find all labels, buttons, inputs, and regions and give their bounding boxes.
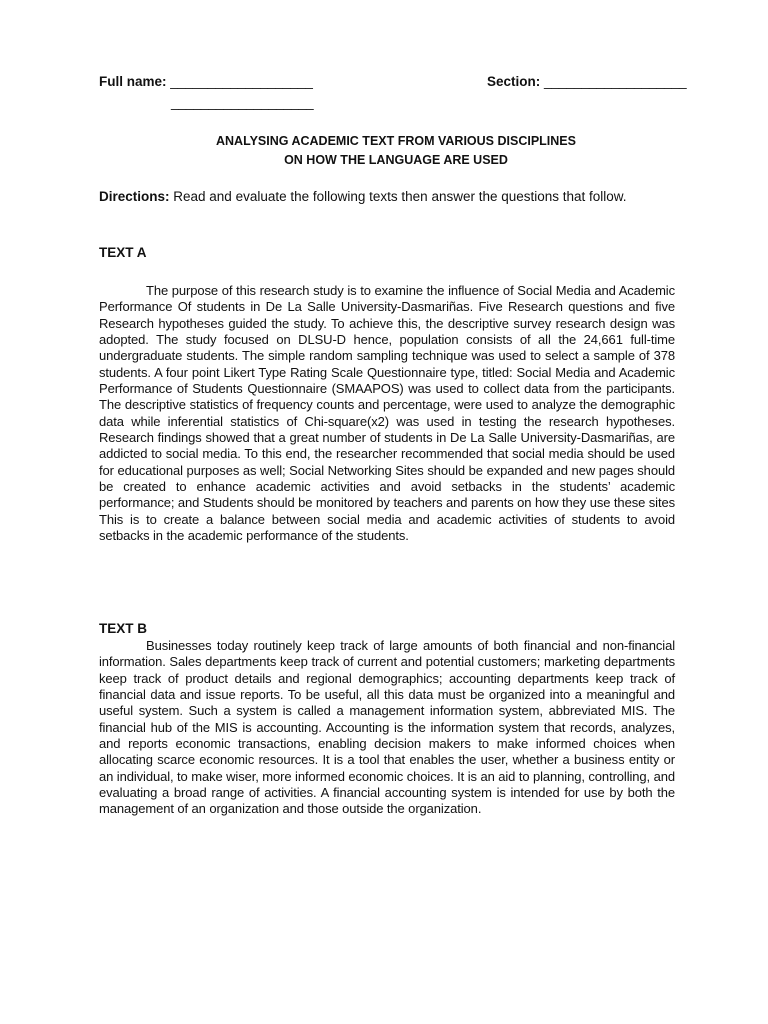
section-label: Section: xyxy=(487,74,541,89)
title-line-2: ON HOW THE LANGUAGE ARE USED xyxy=(284,153,508,167)
worksheet-title xyxy=(99,132,693,170)
section-blank[interactable]: ___________________ xyxy=(544,74,687,89)
section-field[interactable] xyxy=(487,74,687,89)
text-b-heading: TEXT B xyxy=(99,621,148,636)
full-name-blank-second-line[interactable]: ___________________ xyxy=(171,95,314,110)
full-name-label: Full name: xyxy=(99,74,167,89)
text-a-paragraph: The purpose of this research study is to examine the influence of Social Media and Academic Performance Of students in De La Salle University-Dasmariñas. Five Research questions and five Research hypotheses guided the study. To achieve this, the descriptive survey research design was adopted. The study focused on DLSU-D hence, population consists of all the 24,661 full-time undergraduate students. The simple random sampling technique was used to select a sample of 378 students. A four point Likert Type Rating Scale Questionnaire type, titled: Social Media and Academic Performance of Students Questionnaire (SMAAPOS) was used to collect data from the participants. The descriptive statistics of frequency counts and percentage, were used to analyze the demographic data while inferential statistics of Chi-square(x2) was used in testing the research hypotheses. Research findings showed that a great number of students in De La Salle University-Dasmariñas, are addicted to social media. To this end, the researcher recommended that social media should be used for educational purposes as well; Social Networking Sites should be expanded and new pages should be created to enhance academic activities and avoid setbacks in the students’ academic performance; and Students should be monitored by teachers and parents on how they use these sites This is to create a balance between social media and academic activities of students to avoid setbacks in the academic performance of the students. xyxy=(99,283,675,544)
directions-text: Read and evaluate the following texts then answer the questions that follow. xyxy=(169,189,627,204)
text-b-paragraph: Businesses today routinely keep track of large amounts of both financial and non-financial information. Sales departments keep track of current and potential customers; marketing departments keep track of product details and regional demographics; accounting departments keep track of financial data and issue reports. To be useful, all this data must be organized into a meaningful and useful system. Such a system is called a management information system, abbreviated MIS. The financial hub of the MIS is accounting. Accounting is the information system that records, analyzes, and reports economic transactions, enabling decision makers to make informed choices when allocating scarce economic resources. It is a tool that enables the user, whether a business entity or an individual, to make wiser, more informed economic choices. It is an aid to planning, controlling, and evaluating a broad range of activities. A financial accounting system is intended for use by both the management of an organization and those outside the organization. xyxy=(99,638,675,817)
text-a-heading: TEXT A xyxy=(99,245,147,260)
title-line-1: ANALYSING ACADEMIC TEXT FROM VARIOUS DISCIPLINES xyxy=(216,134,576,148)
full-name-field[interactable] xyxy=(99,74,313,89)
directions xyxy=(99,188,679,206)
full-name-blank[interactable]: ___________________ xyxy=(170,74,313,89)
directions-label: Directions: xyxy=(99,189,170,204)
